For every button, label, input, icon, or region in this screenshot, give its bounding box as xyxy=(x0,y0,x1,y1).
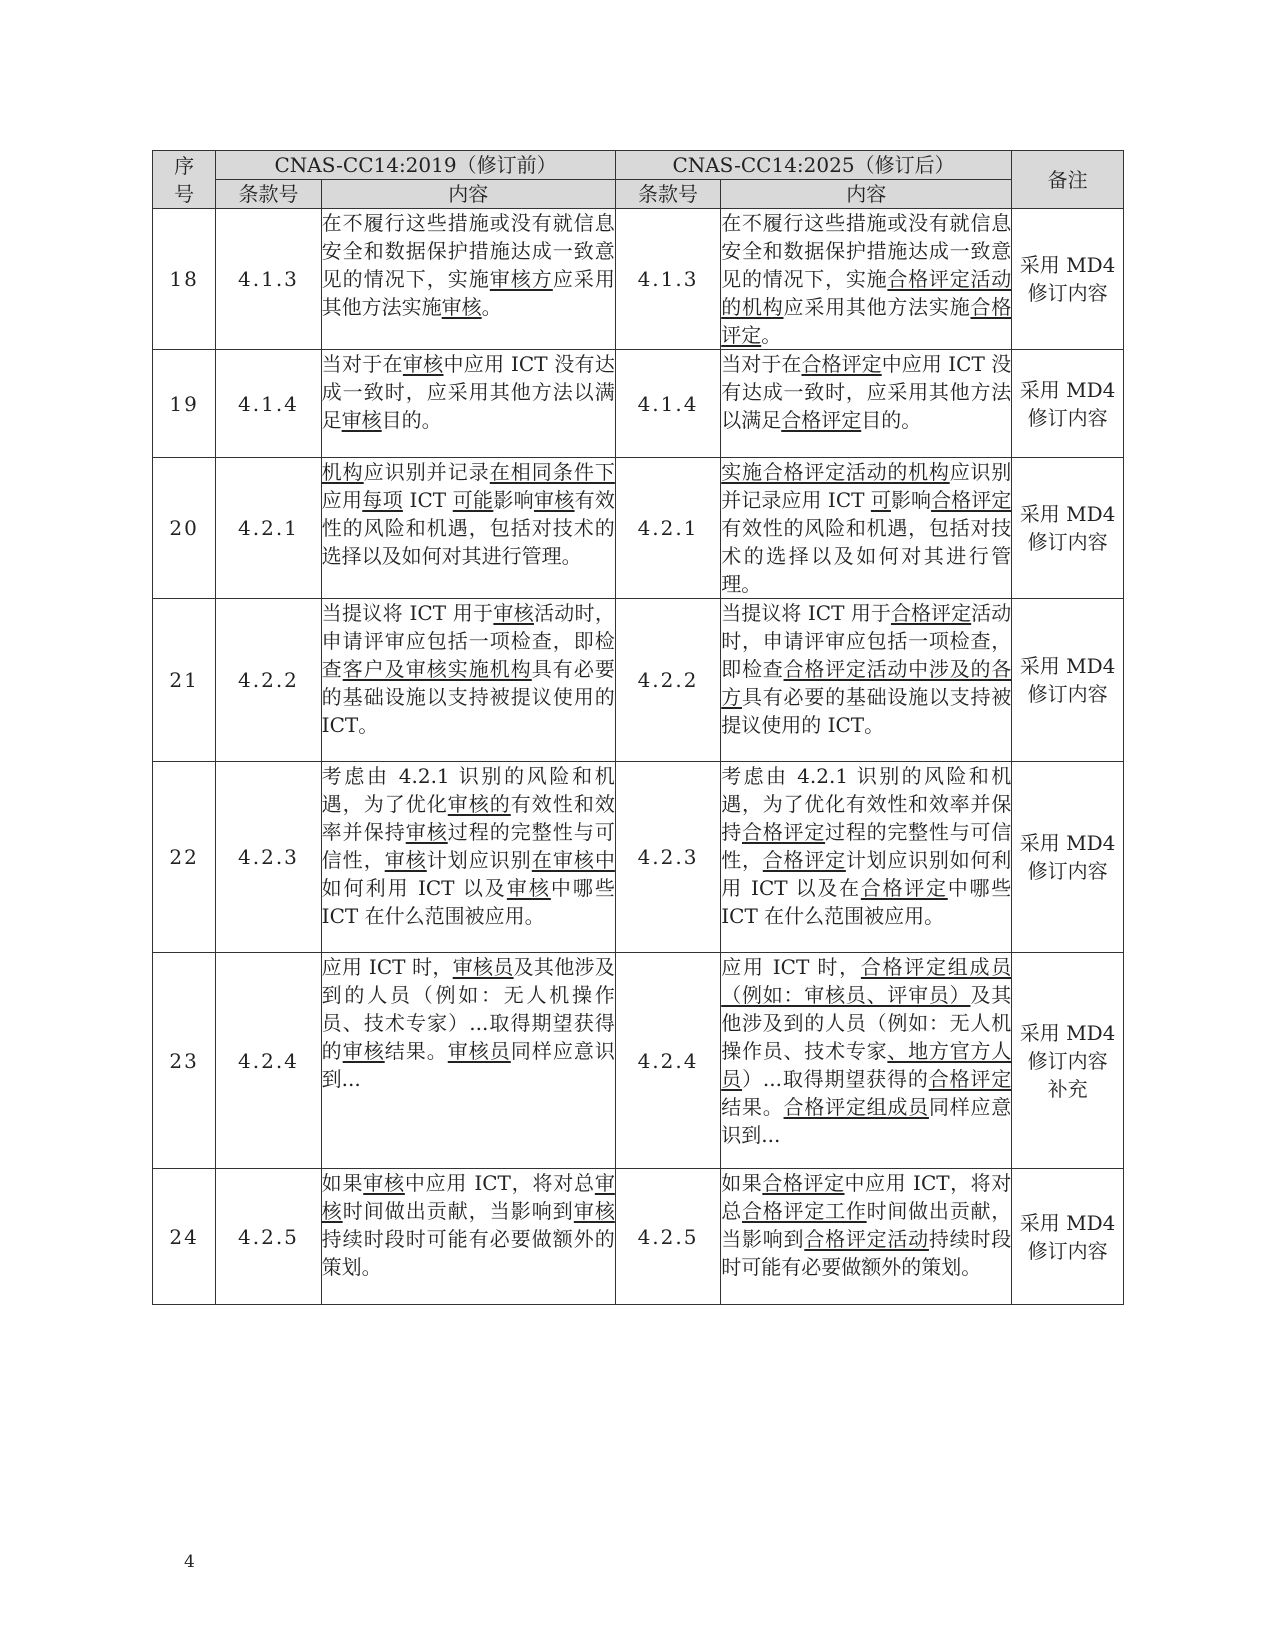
row-note: 采用 MD4 修订内容 xyxy=(1012,209,1124,350)
header-old-content: 内容 xyxy=(321,180,615,209)
row-seq: 24 xyxy=(153,1169,216,1305)
header-old-version: CNAS-CC14:2019（修订前） xyxy=(216,151,616,180)
header-seq: 序号 xyxy=(153,151,216,209)
old-clause-number: 4.2.3 xyxy=(216,762,321,953)
old-clause-number: 4.2.2 xyxy=(216,599,321,762)
old-clause-number: 4.2.5 xyxy=(216,1169,321,1305)
old-clause-content: 当提议将 ICT 用于审核活动时，申请评审应包括一项检查，即检查客户及审核实施机构具有必要的基础设施以支持被提议使用的 ICT。 xyxy=(321,599,615,762)
new-clause-content: 在不履行这些措施或没有就信息安全和数据保护措施达成一致意见的情况下，实施合格评定活动的机构应采用其他方法实施合格评定。 xyxy=(721,209,1012,350)
comparison-table xyxy=(152,150,1124,1305)
old-clause-content: 应用 ICT 时，审核员及其他涉及到的人员（例如：无人机操作员、技术专家）...取得期望获得的审核结果。审核员同样应意识到... xyxy=(321,953,615,1169)
old-clause-content: 如果审核中应用 ICT，将对总审核时间做出贡献，当影响到审核持续时段时可能有必要做额外的策划。 xyxy=(321,1169,615,1305)
header-new-content: 内容 xyxy=(721,180,1012,209)
row-note: 采用 MD4 修订内容 xyxy=(1012,350,1124,458)
new-clause-content: 当提议将 ICT 用于合格评定活动时，申请评审应包括一项检查，即检查合格评定活动中涉及的各方具有必要的基础设施以支持被提议使用的 ICT。 xyxy=(721,599,1012,762)
row-seq: 23 xyxy=(153,953,216,1169)
row-seq: 18 xyxy=(153,209,216,350)
header-new-clause: 条款号 xyxy=(615,180,720,209)
old-clause-content: 机构应识别并记录在相同条件下应用每项 ICT 可能影响审核有效性的风险和机遇，包括对技术的选择以及如何对其进行管理。 xyxy=(321,458,615,599)
new-clause-content: 应用 ICT 时，合格评定组成员（例如：审核员、评审员）及其他涉及到的人员（例如：无人机操作员、技术专家、地方官方人员）...取得期望获得的合格评定结果。合格评定组成员同样应意识到... xyxy=(721,953,1012,1169)
header-old-clause: 条款号 xyxy=(216,180,321,209)
table-row xyxy=(153,762,1124,953)
new-clause-content: 当对于在合格评定中应用 ICT 没有达成一致时，应采用其他方法以满足合格评定目的。 xyxy=(721,350,1012,458)
table-row xyxy=(153,209,1124,350)
table-row xyxy=(153,458,1124,599)
table-row xyxy=(153,1169,1124,1305)
old-clause-content: 当对于在审核中应用 ICT 没有达成一致时，应采用其他方法以满足审核目的。 xyxy=(321,350,615,458)
row-note: 采用 MD4 修订内容 补充 xyxy=(1012,953,1124,1169)
row-note: 采用 MD4 修订内容 xyxy=(1012,1169,1124,1305)
row-seq: 21 xyxy=(153,599,216,762)
row-seq: 20 xyxy=(153,458,216,599)
old-clause-number: 4.2.1 xyxy=(216,458,321,599)
new-clause-number: 4.2.2 xyxy=(615,599,720,762)
row-seq: 22 xyxy=(153,762,216,953)
new-clause-number: 4.2.4 xyxy=(615,953,720,1169)
old-clause-number: 4.1.4 xyxy=(216,350,321,458)
table-row xyxy=(153,599,1124,762)
old-clause-content: 考虑由 4.2.1 识别的风险和机遇，为了优化审核的有效性和效率并保持审核过程的完整性与可信性，审核计划应识别在审核中如何利用 ICT 以及审核中哪些 ICT 在什么范围被应用。 xyxy=(321,762,615,953)
header-note: 备注 xyxy=(1012,151,1124,209)
new-clause-number: 4.2.1 xyxy=(615,458,720,599)
table-body xyxy=(153,209,1124,1305)
old-clause-number: 4.1.3 xyxy=(216,209,321,350)
page-number: 4 xyxy=(184,1552,195,1572)
new-clause-number: 4.1.3 xyxy=(615,209,720,350)
row-note: 采用 MD4 修订内容 xyxy=(1012,599,1124,762)
new-clause-content: 实施合格评定活动的机构应识别并记录应用 ICT 可影响合格评定有效性的风险和机遇，包括对技术的选择以及如何对其进行管理。 xyxy=(721,458,1012,599)
header-new-version: CNAS-CC14:2025（修订后） xyxy=(615,151,1011,180)
table-row xyxy=(153,350,1124,458)
new-clause-content: 考虑由 4.2.1 识别的风险和机遇，为了优化有效性和效率并保持合格评定过程的完整性与可信性，合格评定计划应识别如何利用 ICT 以及在合格评定中哪些 ICT 在什么范围被应用。 xyxy=(721,762,1012,953)
table-row xyxy=(153,953,1124,1169)
new-clause-number: 4.1.4 xyxy=(615,350,720,458)
row-note: 采用 MD4 修订内容 xyxy=(1012,458,1124,599)
old-clause-number: 4.2.4 xyxy=(216,953,321,1169)
new-clause-number: 4.2.3 xyxy=(615,762,720,953)
row-note: 采用 MD4 修订内容 xyxy=(1012,762,1124,953)
new-clause-number: 4.2.5 xyxy=(615,1169,720,1305)
new-clause-content: 如果合格评定中应用 ICT，将对总合格评定工作时间做出贡献，当影响到合格评定活动持续时段时可能有必要做额外的策划。 xyxy=(721,1169,1012,1305)
old-clause-content: 在不履行这些措施或没有就信息安全和数据保护措施达成一致意见的情况下，实施审核方应采用其他方法实施审核。 xyxy=(321,209,615,350)
row-seq: 19 xyxy=(153,350,216,458)
